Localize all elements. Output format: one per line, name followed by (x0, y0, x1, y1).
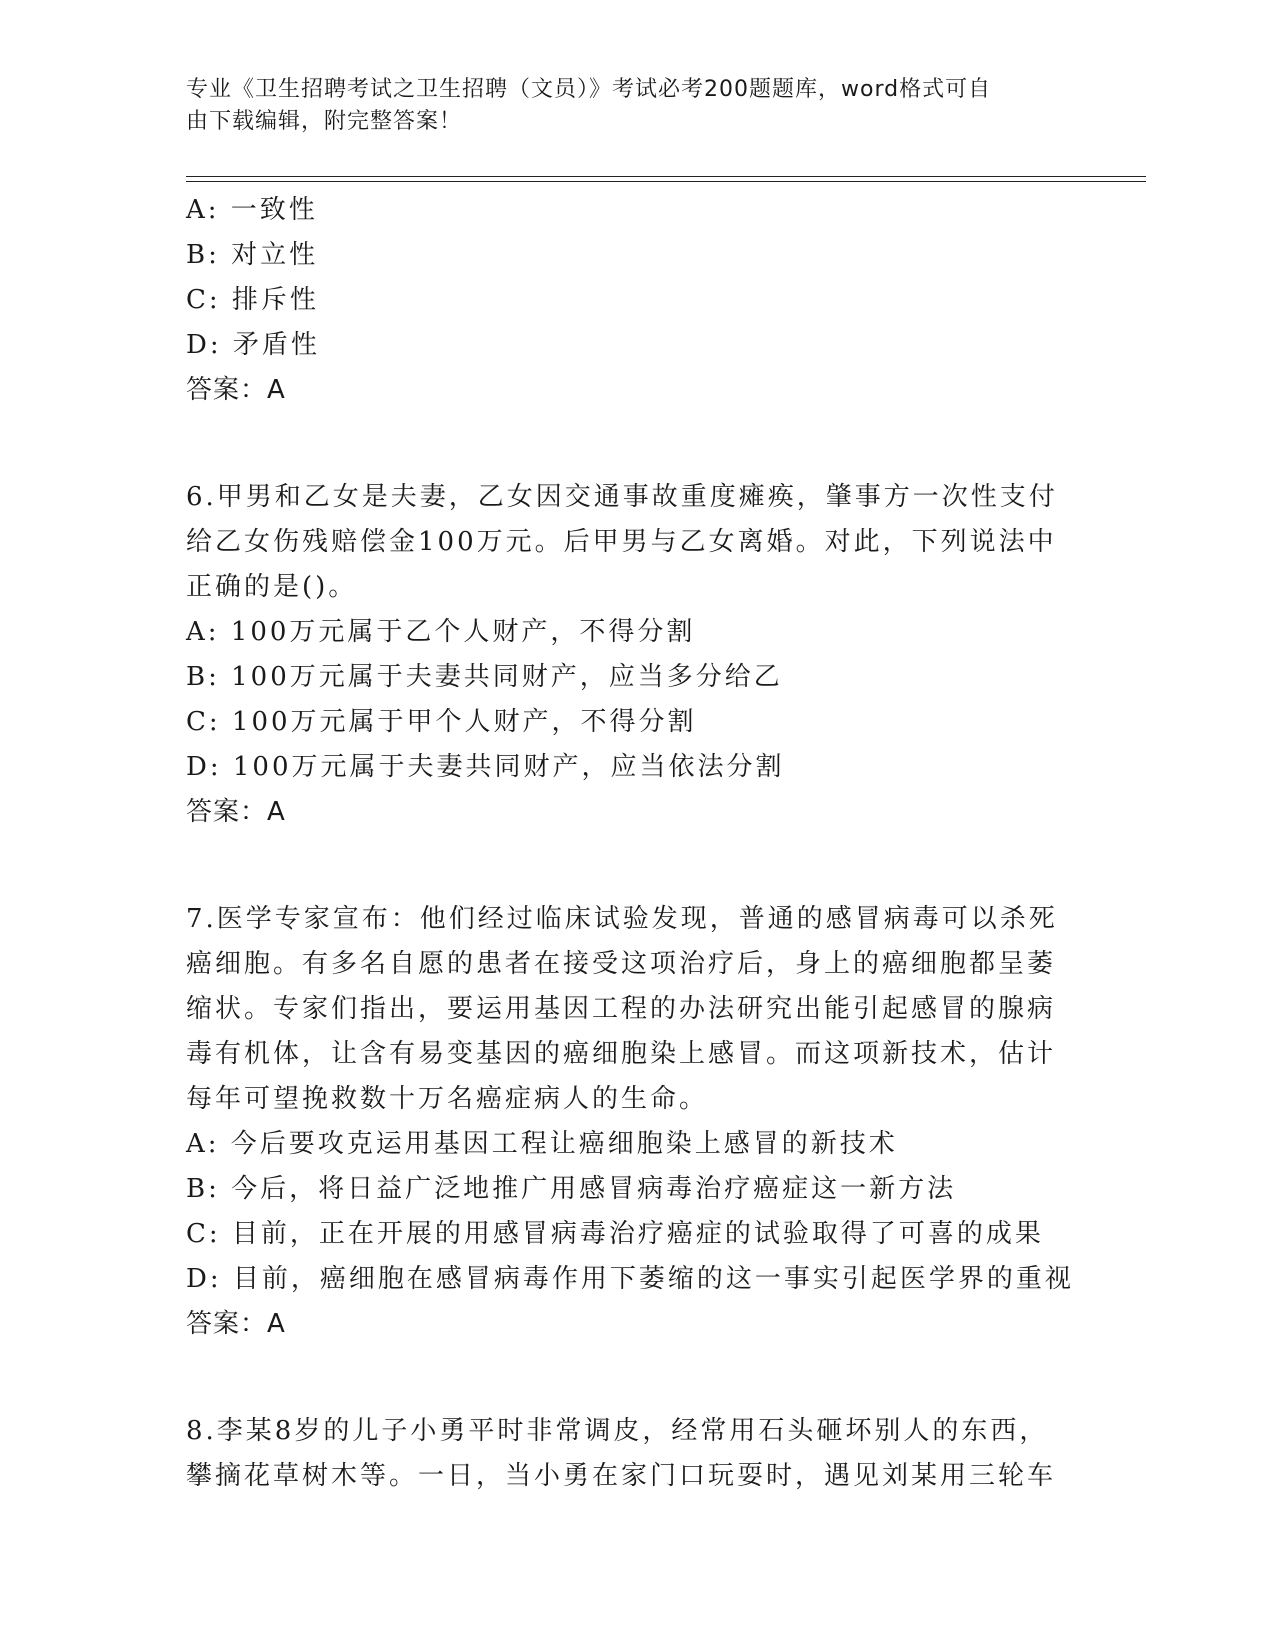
option-a: A: 100万元属于乙个人财产，不得分割 (186, 617, 696, 647)
spacer (186, 835, 1086, 897)
header-rule-top (186, 176, 1146, 177)
question-text-line: 癌细胞。有多名自愿的患者在接受这项治疗后，身上的癌细胞都呈萎 (186, 949, 1057, 979)
option-b: B: 100万元属于夫妻共同财产，应当多分给乙 (186, 662, 783, 692)
question-text-line: 攀摘花草树木等。一日，当小勇在家门口玩耍时，遇见刘某用三轮车 (186, 1461, 1057, 1491)
header-line-1: 专业《卫生招聘考试之卫生招聘（文员）》考试必考200题题库，word格式可自 (186, 77, 992, 102)
question-list (186, 188, 1086, 1499)
question-7 (186, 897, 1086, 1347)
question-text-line: 7.医学专家宣布：他们经过临床试验发现，普通的感冒病毒可以杀死 (186, 904, 1058, 934)
question-text-line: 缩状。专家们指出，要运用基因工程的办法研究出能引起感冒的腺病 (186, 994, 1057, 1024)
option-d: D: 目前，癌细胞在感冒病毒作用下萎缩的这一事实引起医学界的重视 (186, 1264, 1074, 1294)
answer: 答案：A (186, 1309, 286, 1339)
spacer (186, 1347, 1086, 1409)
header-rule-bottom (186, 181, 1146, 182)
answer: 答案：A (186, 375, 286, 405)
option-b: B: 今后，将日益广泛地推广用感冒病毒治疗癌症这一新方法 (186, 1174, 957, 1204)
option-c: C: 排斥性 (186, 285, 319, 315)
question-text-line: 8.李某8岁的儿子小勇平时非常调皮，经常用石头砸坏别人的东西， (186, 1416, 1049, 1446)
option-c: C: 目前，正在开展的用感冒病毒治疗癌症的试验取得了可喜的成果 (186, 1219, 1044, 1249)
header-line-2: 由下载编辑，附完整答案！ (186, 109, 463, 134)
question-6 (186, 475, 1086, 835)
option-c: C: 100万元属于甲个人财产，不得分割 (186, 707, 697, 737)
question-text-line: 每年可望挽救数十万名癌症病人的生命。 (186, 1084, 709, 1114)
answer: 答案：A (186, 797, 286, 827)
question-text-line: 正确的是()。 (186, 572, 358, 602)
option-a: A: 一致性 (186, 195, 318, 225)
document-header (186, 74, 1066, 138)
option-d: D: 100万元属于夫妻共同财产，应当依法分割 (186, 752, 785, 782)
question-5 (186, 188, 1086, 413)
spacer (186, 413, 1086, 475)
question-text-line: 给乙女伤残赔偿金100万元。后甲男与乙女离婚。对此，下列说法中 (186, 527, 1057, 557)
option-d: D: 矛盾性 (186, 330, 320, 360)
option-b: B: 对立性 (186, 240, 319, 270)
question-text-line: 6.甲男和乙女是夫妻，乙女因交通事故重度瘫痪，肇事方一次性支付 (186, 482, 1058, 512)
question-8 (186, 1409, 1086, 1499)
question-text-line: 毒有机体，让含有易变基因的癌细胞染上感冒。而这项新技术，估计 (186, 1039, 1057, 1069)
option-a: A: 今后要攻克运用基因工程让癌细胞染上感冒的新技术 (186, 1129, 898, 1159)
